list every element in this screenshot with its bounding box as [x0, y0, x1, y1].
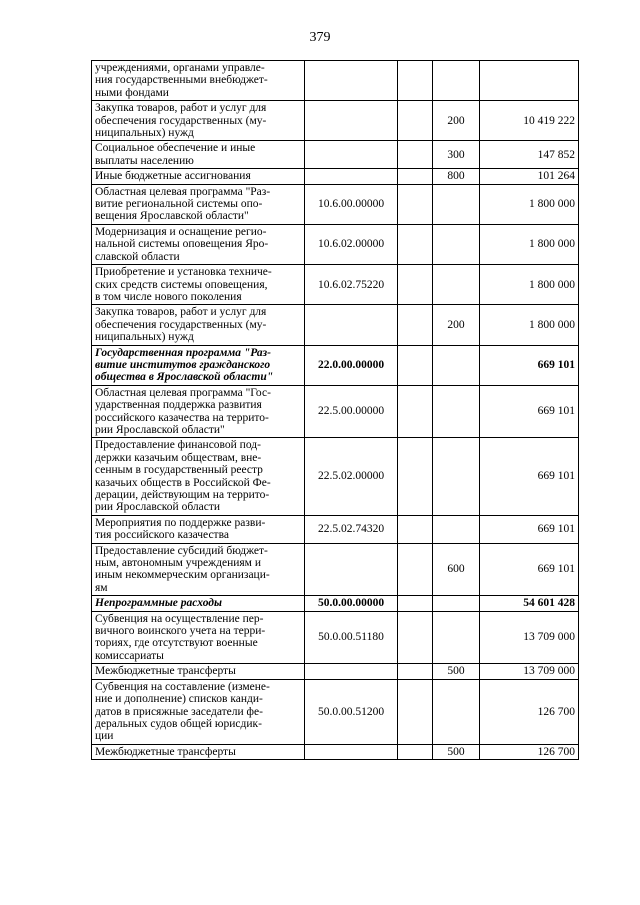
- row-name-line: вещения Ярославской области": [95, 210, 249, 223]
- target-code-cell: [305, 664, 398, 679]
- target-code-cell: 10.6.02.75220: [305, 265, 398, 305]
- row-name-line: ториях, где отсутствуют военные: [95, 637, 258, 650]
- row-name-line: иным некоммерческим организаци-: [95, 569, 270, 582]
- table-row: [92, 141, 579, 169]
- row-name-line: ние и дополнение) списков канди-: [95, 693, 263, 706]
- expense-type-cell: [433, 611, 480, 664]
- page-number: 379: [309, 30, 331, 45]
- row-name-cell: [92, 101, 305, 141]
- amount-cell: 1 800 000: [480, 305, 579, 345]
- target-code-cell: [305, 169, 398, 184]
- amount-cell: [480, 61, 579, 101]
- row-name-line: датов в присяжные заседатели фе-: [95, 705, 263, 718]
- row-name-line: ских средств системы оповещения,: [95, 278, 268, 291]
- empty-cell: [398, 141, 433, 169]
- amount-cell: 54 601 428: [480, 596, 579, 611]
- empty-cell: [398, 679, 433, 744]
- row-name-cell: [92, 184, 305, 224]
- expense-type-cell: [433, 265, 480, 305]
- table-row: [92, 744, 579, 759]
- amount-cell: 669 101: [480, 515, 579, 543]
- row-name-cell: [92, 385, 305, 438]
- row-name-line: Закупка товаров, работ и услуг для: [95, 306, 267, 319]
- row-name-line: тия российского казачества: [95, 529, 229, 542]
- target-code-cell: [305, 141, 398, 169]
- amount-cell: 1 800 000: [480, 184, 579, 224]
- expense-type-cell: 300: [433, 141, 480, 169]
- row-name-line: в том числе нового поколения: [95, 290, 242, 303]
- amount-cell: 13 709 000: [480, 611, 579, 664]
- amount-cell: 669 101: [480, 438, 579, 515]
- expense-type-cell: [433, 596, 480, 611]
- target-code-cell: 50.0.00.51200: [305, 679, 398, 744]
- row-name-line: ными фондами: [95, 86, 169, 99]
- table-row: [92, 169, 579, 184]
- empty-cell: [398, 169, 433, 184]
- row-name-cell: [92, 345, 305, 385]
- row-name-cell: [92, 543, 305, 596]
- expense-type-cell: [433, 385, 480, 438]
- row-name-line: обеспечения государственных (му-: [95, 114, 267, 127]
- amount-cell: 669 101: [480, 385, 579, 438]
- expense-type-cell: 500: [433, 664, 480, 679]
- row-name-line: Межбюджетные трансферты: [95, 745, 236, 758]
- row-name-line: ниципальных) нужд: [95, 331, 194, 344]
- row-name-line: ударственная поддержка развития: [95, 399, 262, 412]
- row-name-line: вичного воинского учета на терри-: [95, 625, 266, 638]
- row-name-line: казачьих обществ в Российской Фе-: [95, 476, 271, 489]
- row-name-line: дерации, действующим на террито-: [95, 489, 270, 501]
- expense-type-cell: [433, 679, 480, 744]
- target-code-cell: [305, 305, 398, 345]
- row-name-line: Мероприятия по поддержке разви-: [95, 516, 266, 529]
- row-name-cell: [92, 141, 305, 169]
- row-name-line: учреждениями, органами управле-: [95, 62, 265, 74]
- row-name-line: витие институтов гражданского: [95, 358, 271, 371]
- row-name-cell: [92, 515, 305, 543]
- target-code-cell: 10.6.00.00000: [305, 184, 398, 224]
- row-name-line: витие региональной системы опо-: [95, 198, 263, 211]
- empty-cell: [398, 385, 433, 438]
- row-name-line: ным, автономным учреждениям и: [95, 557, 261, 570]
- row-name-line: российского казачества на террито-: [95, 411, 269, 424]
- empty-cell: [398, 438, 433, 515]
- row-name-line: Непрограммные расходы: [95, 597, 222, 610]
- empty-cell: [398, 515, 433, 543]
- target-code-cell: [305, 543, 398, 596]
- amount-cell: 126 700: [480, 744, 579, 759]
- empty-cell: [398, 184, 433, 224]
- expense-type-cell: [433, 224, 480, 264]
- row-name-line: ции: [95, 730, 114, 743]
- expense-type-cell: [433, 438, 480, 515]
- amount-cell: 669 101: [480, 543, 579, 596]
- table-row: [92, 184, 579, 224]
- row-name-line: Закупка товаров, работ и услуг для: [95, 102, 267, 115]
- empty-cell: [398, 224, 433, 264]
- row-name-line: Межбюджетные трансферты: [95, 665, 236, 678]
- row-name-line: ям: [95, 581, 108, 594]
- row-name-line: рии Ярославской области: [95, 501, 221, 514]
- row-name-line: Субвенция на осуществление пер-: [95, 612, 264, 625]
- expense-type-cell: 800: [433, 169, 480, 184]
- expense-type-cell: 200: [433, 305, 480, 345]
- target-code-cell: [305, 61, 398, 101]
- empty-cell: [398, 611, 433, 664]
- empty-cell: [398, 744, 433, 759]
- table-row: [92, 596, 579, 611]
- row-name-line: нальной системы оповещения Яро-: [95, 238, 269, 251]
- table-row: [92, 265, 579, 305]
- row-name-cell: [92, 224, 305, 264]
- row-name-line: держки казачьим обществам, вне-: [95, 451, 262, 464]
- row-name-line: сенным в государственный реестр: [95, 464, 263, 477]
- expense-type-cell: [433, 345, 480, 385]
- target-code-cell: 22.5.00.00000: [305, 385, 398, 438]
- row-name-line: ния государственными внебюджет-: [95, 74, 268, 87]
- expense-type-cell: 600: [433, 543, 480, 596]
- row-name-line: обеспечения государственных (му-: [95, 318, 267, 331]
- row-name-cell: [92, 61, 305, 101]
- row-name-line: комиссариаты: [95, 649, 164, 662]
- table-row: [92, 61, 579, 101]
- row-name-line: рии Ярославской области": [95, 423, 225, 436]
- empty-cell: [398, 543, 433, 596]
- table-row: [92, 611, 579, 664]
- empty-cell: [398, 664, 433, 679]
- empty-cell: [398, 61, 433, 101]
- target-code-cell: 22.5.02.74320: [305, 515, 398, 543]
- amount-cell: 147 852: [480, 141, 579, 169]
- row-name-line: Государственная программа "Раз-: [95, 346, 271, 359]
- target-code-cell: [305, 744, 398, 759]
- amount-cell: 1 800 000: [480, 224, 579, 264]
- amount-cell: 126 700: [480, 679, 579, 744]
- row-name-cell: [92, 744, 305, 759]
- row-name-line: общества в Ярославской области": [95, 371, 274, 384]
- amount-cell: 10 419 222: [480, 101, 579, 141]
- row-name-cell: [92, 265, 305, 305]
- row-name-cell: [92, 664, 305, 679]
- row-name-line: Предоставление финансовой под-: [95, 439, 261, 452]
- row-name-cell: [92, 596, 305, 611]
- row-name-cell: [92, 305, 305, 345]
- empty-cell: [398, 305, 433, 345]
- table-row: [92, 345, 579, 385]
- row-name-cell: [92, 438, 305, 515]
- table-row: [92, 101, 579, 141]
- row-name-cell: [92, 611, 305, 664]
- amount-cell: 13 709 000: [480, 664, 579, 679]
- target-code-cell: 50.0.00.51180: [305, 611, 398, 664]
- table-row: [92, 224, 579, 264]
- row-name-line: деральных судов общей юрисдик-: [95, 717, 262, 730]
- table-row: [92, 438, 579, 515]
- expense-type-cell: [433, 184, 480, 224]
- table-row: [92, 515, 579, 543]
- row-name-line: Иные бюджетные ассигнования: [95, 170, 251, 183]
- row-name-line: Приобретение и установка техниче-: [95, 266, 272, 279]
- target-code-cell: 10.6.02.00000: [305, 224, 398, 264]
- row-name-line: ниципальных) нужд: [95, 127, 194, 140]
- target-code-cell: [305, 101, 398, 141]
- table-row: [92, 664, 579, 679]
- table-row: [92, 679, 579, 744]
- table-row: [92, 385, 579, 438]
- amount-cell: 1 800 000: [480, 265, 579, 305]
- target-code-cell: 22.0.00.00000: [305, 345, 398, 385]
- expense-type-cell: [433, 61, 480, 101]
- amount-cell: 669 101: [480, 345, 579, 385]
- empty-cell: [398, 596, 433, 611]
- row-name-line: Предоставление субсидий бюджет-: [95, 544, 268, 557]
- budget-table: [91, 60, 579, 760]
- empty-cell: [398, 345, 433, 385]
- target-code-cell: 50.0.00.00000: [305, 596, 398, 611]
- row-name-line: Модернизация и оснащение регио-: [95, 225, 267, 238]
- empty-cell: [398, 265, 433, 305]
- amount-cell: 101 264: [480, 169, 579, 184]
- expense-type-cell: 500: [433, 744, 480, 759]
- row-name-line: Областная целевая программа "Гос-: [95, 386, 271, 399]
- empty-cell: [398, 101, 433, 141]
- table-row: [92, 543, 579, 596]
- expense-type-cell: [433, 515, 480, 543]
- row-name-cell: [92, 169, 305, 184]
- row-name-line: славской области: [95, 250, 180, 263]
- row-name-line: выплаты населению: [95, 154, 194, 167]
- target-code-cell: 22.5.02.00000: [305, 438, 398, 515]
- row-name-cell: [92, 679, 305, 744]
- table-row: [92, 305, 579, 345]
- row-name-line: Областная целевая программа "Раз-: [95, 185, 271, 198]
- row-name-line: Субвенция на составление (измене-: [95, 680, 270, 693]
- expense-type-cell: 200: [433, 101, 480, 141]
- row-name-line: Социальное обеспечение и иные: [95, 142, 256, 155]
